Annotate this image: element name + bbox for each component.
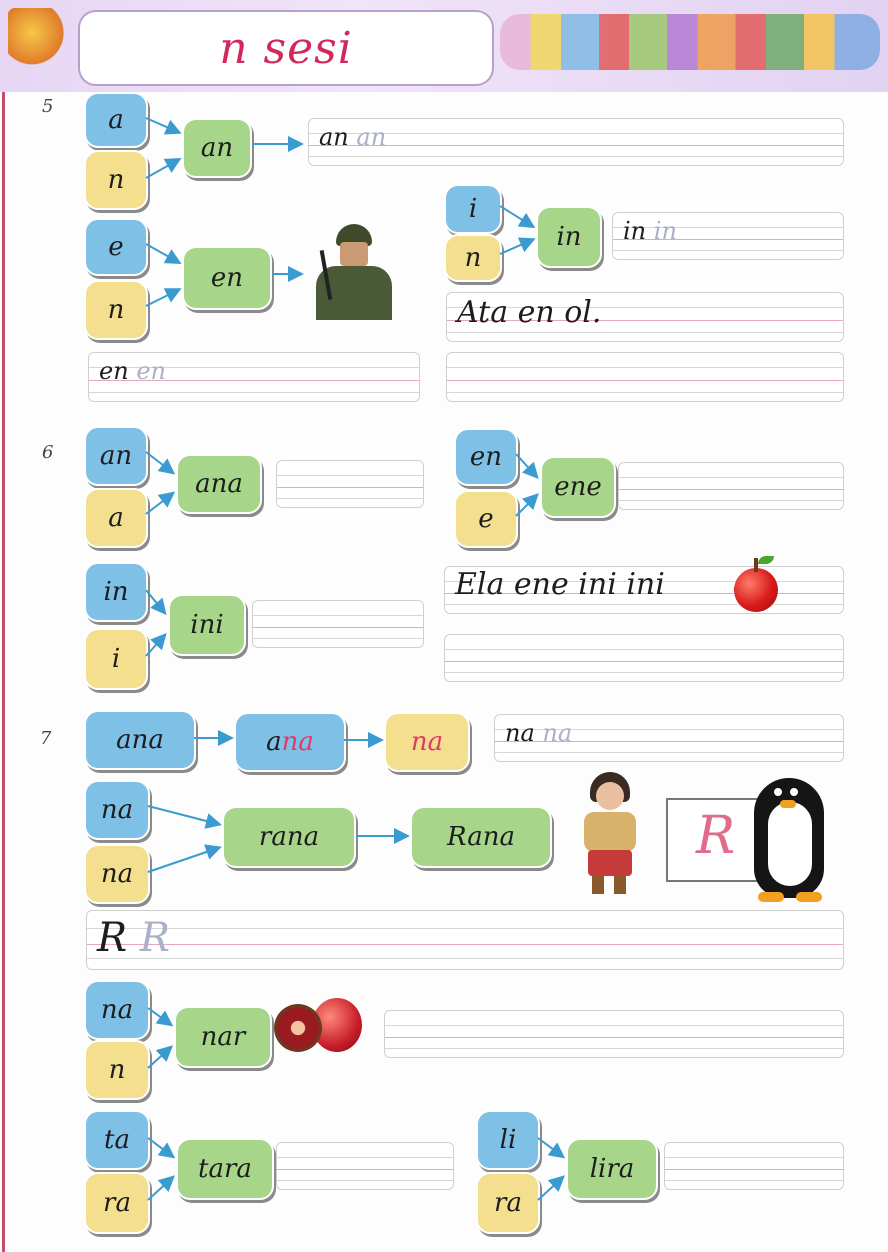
writing-line-an[interactable] bbox=[308, 118, 844, 166]
syllable-tile-ene: ene bbox=[540, 456, 616, 518]
syllable-tile-lira: lira bbox=[566, 1138, 658, 1200]
syllable-tile-en: en bbox=[182, 246, 272, 310]
writing-line-tara[interactable] bbox=[276, 1142, 454, 1190]
arrow-a-an bbox=[146, 118, 178, 132]
syllable-tile-li: li bbox=[476, 1110, 540, 1170]
arrow-ta-tara bbox=[148, 1138, 172, 1156]
syllable-tile-i-2: i bbox=[84, 628, 148, 690]
arrow-ra-lira bbox=[538, 1178, 562, 1200]
sentence-ela-ene-ini-ini: Ela ene ini ini bbox=[455, 567, 665, 602]
syllable-tile-e-2: e bbox=[454, 490, 518, 548]
syllable-tile-na-2: na bbox=[84, 844, 150, 904]
arrow-n-in bbox=[500, 240, 532, 254]
writing-line-an-text: an an bbox=[319, 123, 387, 151]
writing-line-sentence[interactable] bbox=[446, 292, 844, 342]
writing-line-en[interactable] bbox=[88, 352, 420, 402]
writing-line-nar[interactable] bbox=[384, 1010, 844, 1058]
syllable-tile-n: n bbox=[84, 150, 148, 210]
syllable-tile-ra-3: ra bbox=[476, 1172, 540, 1234]
syllable-tile-an: an bbox=[182, 118, 252, 178]
arrow-na-rana bbox=[148, 848, 218, 872]
exercise-number-6: 6 bbox=[42, 442, 54, 463]
syllable-tile-ana-2: ana bbox=[84, 710, 196, 770]
syllable-tile-i: i bbox=[444, 184, 502, 234]
syllable-tile-Rana: Rana bbox=[410, 806, 552, 868]
syllable-tile-na-3: na bbox=[84, 980, 150, 1040]
penguin-picture bbox=[744, 772, 838, 906]
girl-picture bbox=[574, 770, 648, 898]
writing-line-in-text: in in bbox=[623, 217, 677, 245]
syllable-tile-n-4: n bbox=[84, 1040, 150, 1100]
writing-line-empty-1[interactable] bbox=[446, 352, 844, 402]
writing-line-na-text: na na bbox=[505, 719, 573, 747]
arrow-ra-tara bbox=[148, 1178, 172, 1200]
arrow-a-ana bbox=[146, 494, 172, 514]
arrow-in-ini bbox=[146, 590, 164, 612]
syllable-tile-a-2: a bbox=[84, 488, 148, 548]
writing-line-R[interactable] bbox=[86, 910, 844, 970]
arrow-an-ana bbox=[146, 452, 172, 472]
writing-line-in[interactable] bbox=[612, 212, 844, 260]
syllable-tile-n-2: n bbox=[84, 280, 148, 340]
pomegranate-picture bbox=[272, 992, 364, 1056]
arrow-na-nar bbox=[148, 1008, 170, 1024]
toy-illustration-left bbox=[8, 8, 68, 70]
syllable-tile-tara: tara bbox=[176, 1138, 274, 1200]
page-border-left bbox=[2, 0, 5, 1252]
syllable-tile-nar: nar bbox=[174, 1006, 272, 1068]
arrow-i-ini bbox=[146, 636, 164, 656]
arrow-n-nar bbox=[148, 1048, 170, 1068]
syllable-tile-ana-highlight: a na bbox=[234, 712, 346, 772]
arrow-e-ene bbox=[516, 496, 536, 516]
arrow-e-en bbox=[146, 244, 178, 262]
exercise-number-7: 7 bbox=[40, 728, 52, 749]
arrow-i-in bbox=[500, 206, 532, 226]
syllable-tile-an-2: an bbox=[84, 426, 148, 486]
arrow-ra-rana bbox=[148, 806, 218, 824]
syllable-tile-na-highlight: na bbox=[384, 712, 470, 772]
syllable-tile-e: e bbox=[84, 218, 148, 276]
writing-line-ini[interactable] bbox=[252, 600, 424, 648]
writing-line-empty-2[interactable] bbox=[444, 634, 844, 682]
arrow-n-en bbox=[146, 290, 178, 306]
syllable-tile-ra: na bbox=[84, 780, 150, 840]
syllable-tile-en-2: en bbox=[454, 428, 518, 486]
exercise-number-5: 5 bbox=[42, 96, 54, 117]
syllable-tile-a: a bbox=[84, 92, 148, 148]
card-letter-R: R bbox=[696, 806, 736, 866]
sentence-ata-en-ol: Ata en ol. bbox=[457, 295, 602, 330]
writing-line-na[interactable] bbox=[494, 714, 844, 762]
arrow-en-ene bbox=[516, 454, 536, 476]
writing-line-lira[interactable] bbox=[664, 1142, 844, 1190]
writing-line-R-text: R R bbox=[97, 915, 170, 961]
toy-illustration-right bbox=[500, 14, 880, 70]
syllable-tile-ra-2: ra bbox=[84, 1172, 150, 1234]
syllable-tile-rana: rana bbox=[222, 806, 356, 868]
page-title: n sesi bbox=[219, 22, 353, 74]
writing-line-ana[interactable] bbox=[276, 460, 424, 508]
syllable-tile-n-3: n bbox=[444, 234, 502, 282]
syllable-tile-in-2: in bbox=[84, 562, 148, 622]
syllable-tile-ana: ana bbox=[176, 454, 262, 514]
syllable-tile-ta: ta bbox=[84, 1110, 150, 1170]
writing-line-en-text: en en bbox=[99, 357, 166, 385]
writing-line-ene[interactable] bbox=[618, 462, 844, 510]
title-box bbox=[78, 10, 494, 86]
syllable-tile-in: in bbox=[536, 206, 602, 268]
arrow-n-an bbox=[146, 160, 178, 178]
syllable-tile-ini: ini bbox=[168, 594, 246, 656]
writing-line-sentence-2[interactable] bbox=[444, 566, 844, 614]
apple-picture bbox=[730, 556, 780, 614]
soldier-picture bbox=[306, 220, 400, 320]
arrow-li-lira bbox=[538, 1138, 562, 1156]
